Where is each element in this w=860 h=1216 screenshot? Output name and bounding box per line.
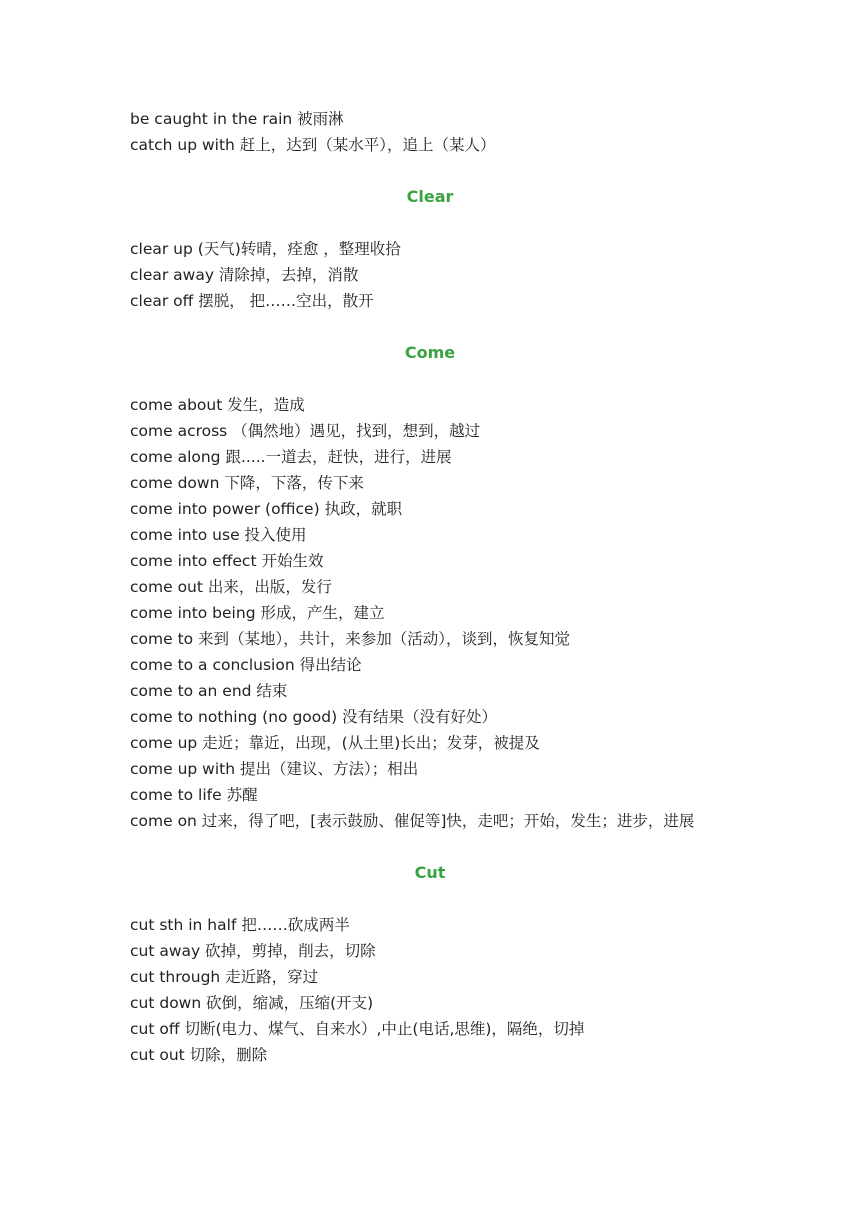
phrase-line: come on 过来，得了吧，[表示鼓励、催促等]快，走吧；开始，发生；进步，进展 bbox=[130, 812, 695, 830]
phrase-line: come out 出来，出版，发行 bbox=[130, 578, 332, 596]
phrase-line: be caught in the rain 被雨淋 bbox=[130, 110, 344, 128]
section-catch bbox=[130, 106, 740, 158]
section-heading: Cut bbox=[414, 863, 446, 882]
phrase-line: clear off 摆脱， 把……空出，散开 bbox=[130, 292, 374, 310]
phrase-line: come up 走近；靠近，出现，(从土里)长出；发芽，被提及 bbox=[130, 734, 540, 752]
phrase-line: come to a conclusion 得出结论 bbox=[130, 656, 362, 674]
phrase-line: come to nothing (no good) 没有结果（没有好处） bbox=[130, 708, 498, 726]
document-page bbox=[130, 106, 740, 1068]
phrase-line: come to an end 结束 bbox=[130, 682, 288, 700]
phrase-line: cut through 走近路，穿过 bbox=[130, 968, 319, 986]
phrase-line: come along 跟.....一道去，赶快，进行，进展 bbox=[130, 448, 452, 466]
phrase-line: cut out 切除，删除 bbox=[130, 1046, 268, 1064]
phrase-line: come to 来到（某地），共计，来参加（活动），谈到，恢复知觉 bbox=[130, 630, 571, 648]
phrase-line: come across （偶然地）遇见，找到，想到，越过 bbox=[130, 422, 481, 440]
section-heading: Clear bbox=[406, 187, 454, 206]
section-come bbox=[130, 340, 740, 834]
phrase-line: come into effect 开始生效 bbox=[130, 552, 324, 570]
phrase-line: cut off 切断(电力、煤气、自来水）,中止(电话,思维)，隔绝，切掉 bbox=[130, 1020, 585, 1038]
phrase-line: come down 下降，下落，传下来 bbox=[130, 474, 364, 492]
phrase-line: come into being 形成，产生，建立 bbox=[130, 604, 385, 622]
phrase-line: clear up (天气)转晴，痊愈 ，整理收拾 bbox=[130, 240, 401, 258]
section-heading: Come bbox=[404, 343, 456, 362]
phrase-line: come about 发生，造成 bbox=[130, 396, 305, 414]
phrase-line: come into power (office) 执政，就职 bbox=[130, 500, 403, 518]
section-clear bbox=[130, 184, 740, 314]
phrase-line: come up with 提出（建议、方法）；相出 bbox=[130, 760, 419, 778]
section-cut bbox=[130, 860, 740, 1068]
phrase-line: catch up with 赶上，达到（某水平），追上（某人） bbox=[130, 136, 496, 154]
phrase-line: cut away 砍掉，剪掉，削去，切除 bbox=[130, 942, 376, 960]
phrase-line: come to life 苏醒 bbox=[130, 786, 258, 804]
phrase-line: cut down 砍倒，缩减，压缩(开支) bbox=[130, 994, 374, 1012]
phrase-line: cut sth in half 把……砍成两半 bbox=[130, 916, 350, 934]
phrase-line: clear away 清除掉，去掉，消散 bbox=[130, 266, 359, 284]
phrase-line: come into use 投入使用 bbox=[130, 526, 307, 544]
